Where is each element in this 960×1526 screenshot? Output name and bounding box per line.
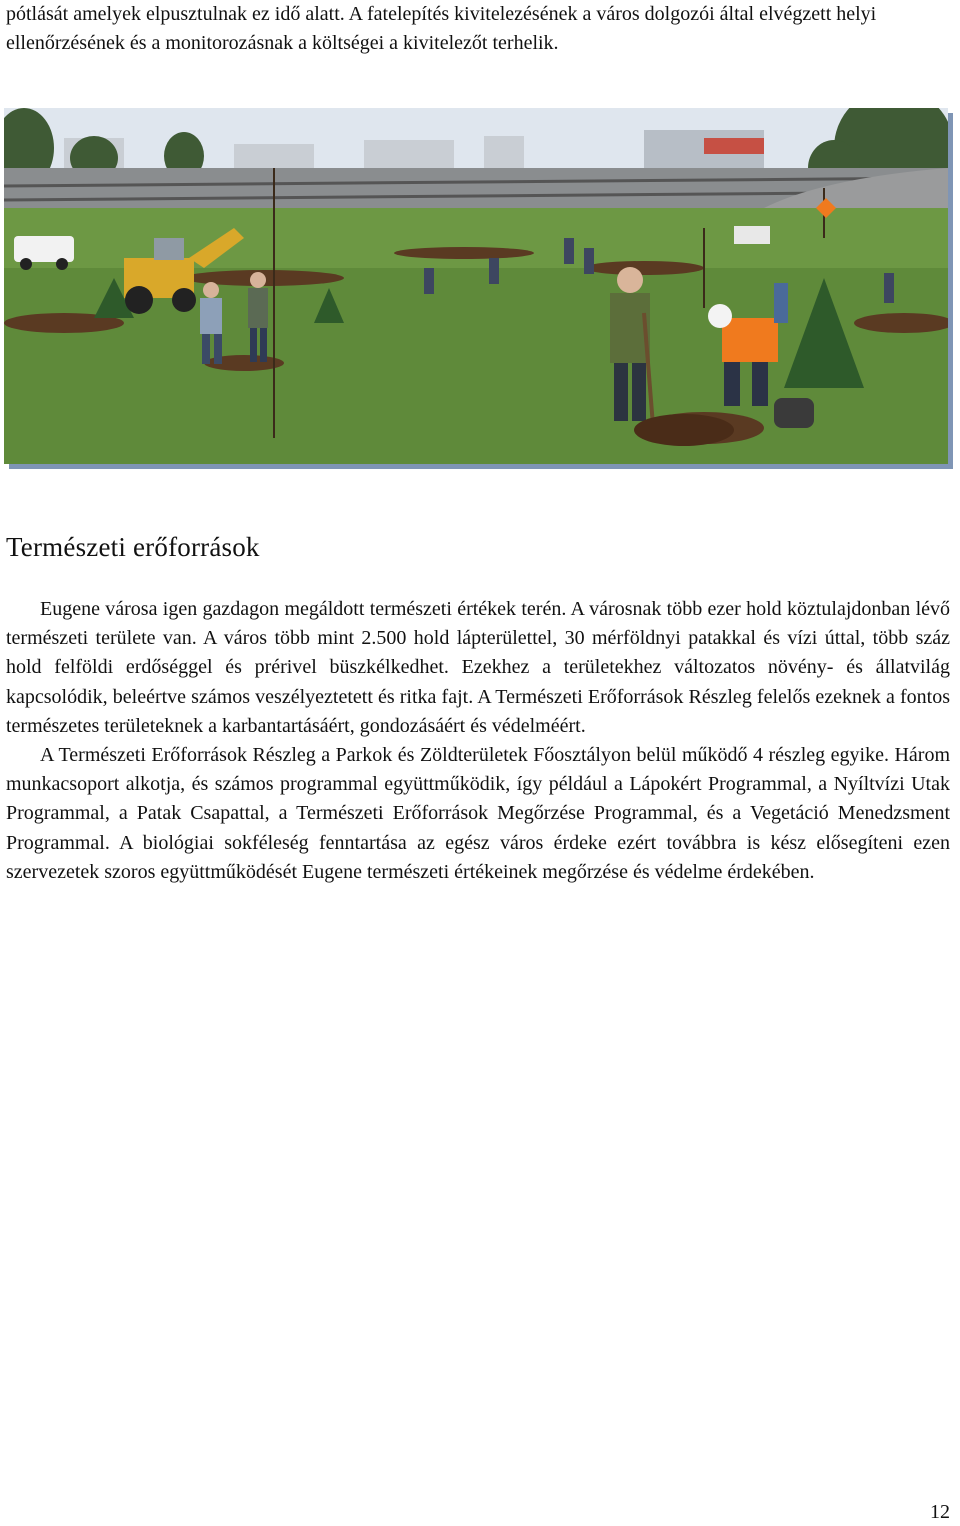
intro-paragraph: pótlását amelyek elpusztulnak ez idő alatt. A fatelepítés kivitelezésének a város dolgozói által elvégzett helyi ellenőrzésének és a monitorozásnak a költségei a kivitelezőt terhelik. bbox=[6, 3, 877, 54]
page-number: 12 bbox=[930, 1501, 950, 1523]
paragraph-1: Eugene városa igen gazdagon megáldott természeti értékek terén. A városnak több ezer hold köztulajdonban lévő természeti területe van. A város több mint 2.500 hold lápterülettel, 30 mérföldnyi patakkal és vízi úttal, több száz hold felföldi erdőséggel és prérivel büszkélkedhet. Ezekhez a területekhez változatos növény- és állatvilág kapcsolódik, beleértve számos veszélyeztetett és ritka fajt. A Természeti Erőforrások Részleg felelős ezeknek a fontos természetes területeknek a karbantartásáért, gondozásáért és védelméért. bbox=[6, 598, 950, 737]
paragraph-2: A Természeti Erőforrások Részleg a Parkok és Zöldterületek Főosztályon belül működő 4 részleg egyike. Három munkacsoport alkotja, és számos programmal együttműködik, így például a Lápokért Programmal, a Nyíltvízi Utak Programmal, a Patak Csapattal, a Természeti Erőforrások Megőrzése Programmal, és a Vegetáció Menedzsment Programmal. A biológiai sokféleség fenntartása az egész város érdeke ezért továbbra is kész elősegíteni ezen szervezetek szoros együttműködését Eugene természeti értékeinek megőrzése és védelme érdekében. bbox=[6, 744, 950, 883]
section-heading: Természeti erőforrások bbox=[6, 532, 260, 562]
section-body bbox=[6, 595, 950, 887]
tree-planting-photo bbox=[4, 108, 948, 464]
